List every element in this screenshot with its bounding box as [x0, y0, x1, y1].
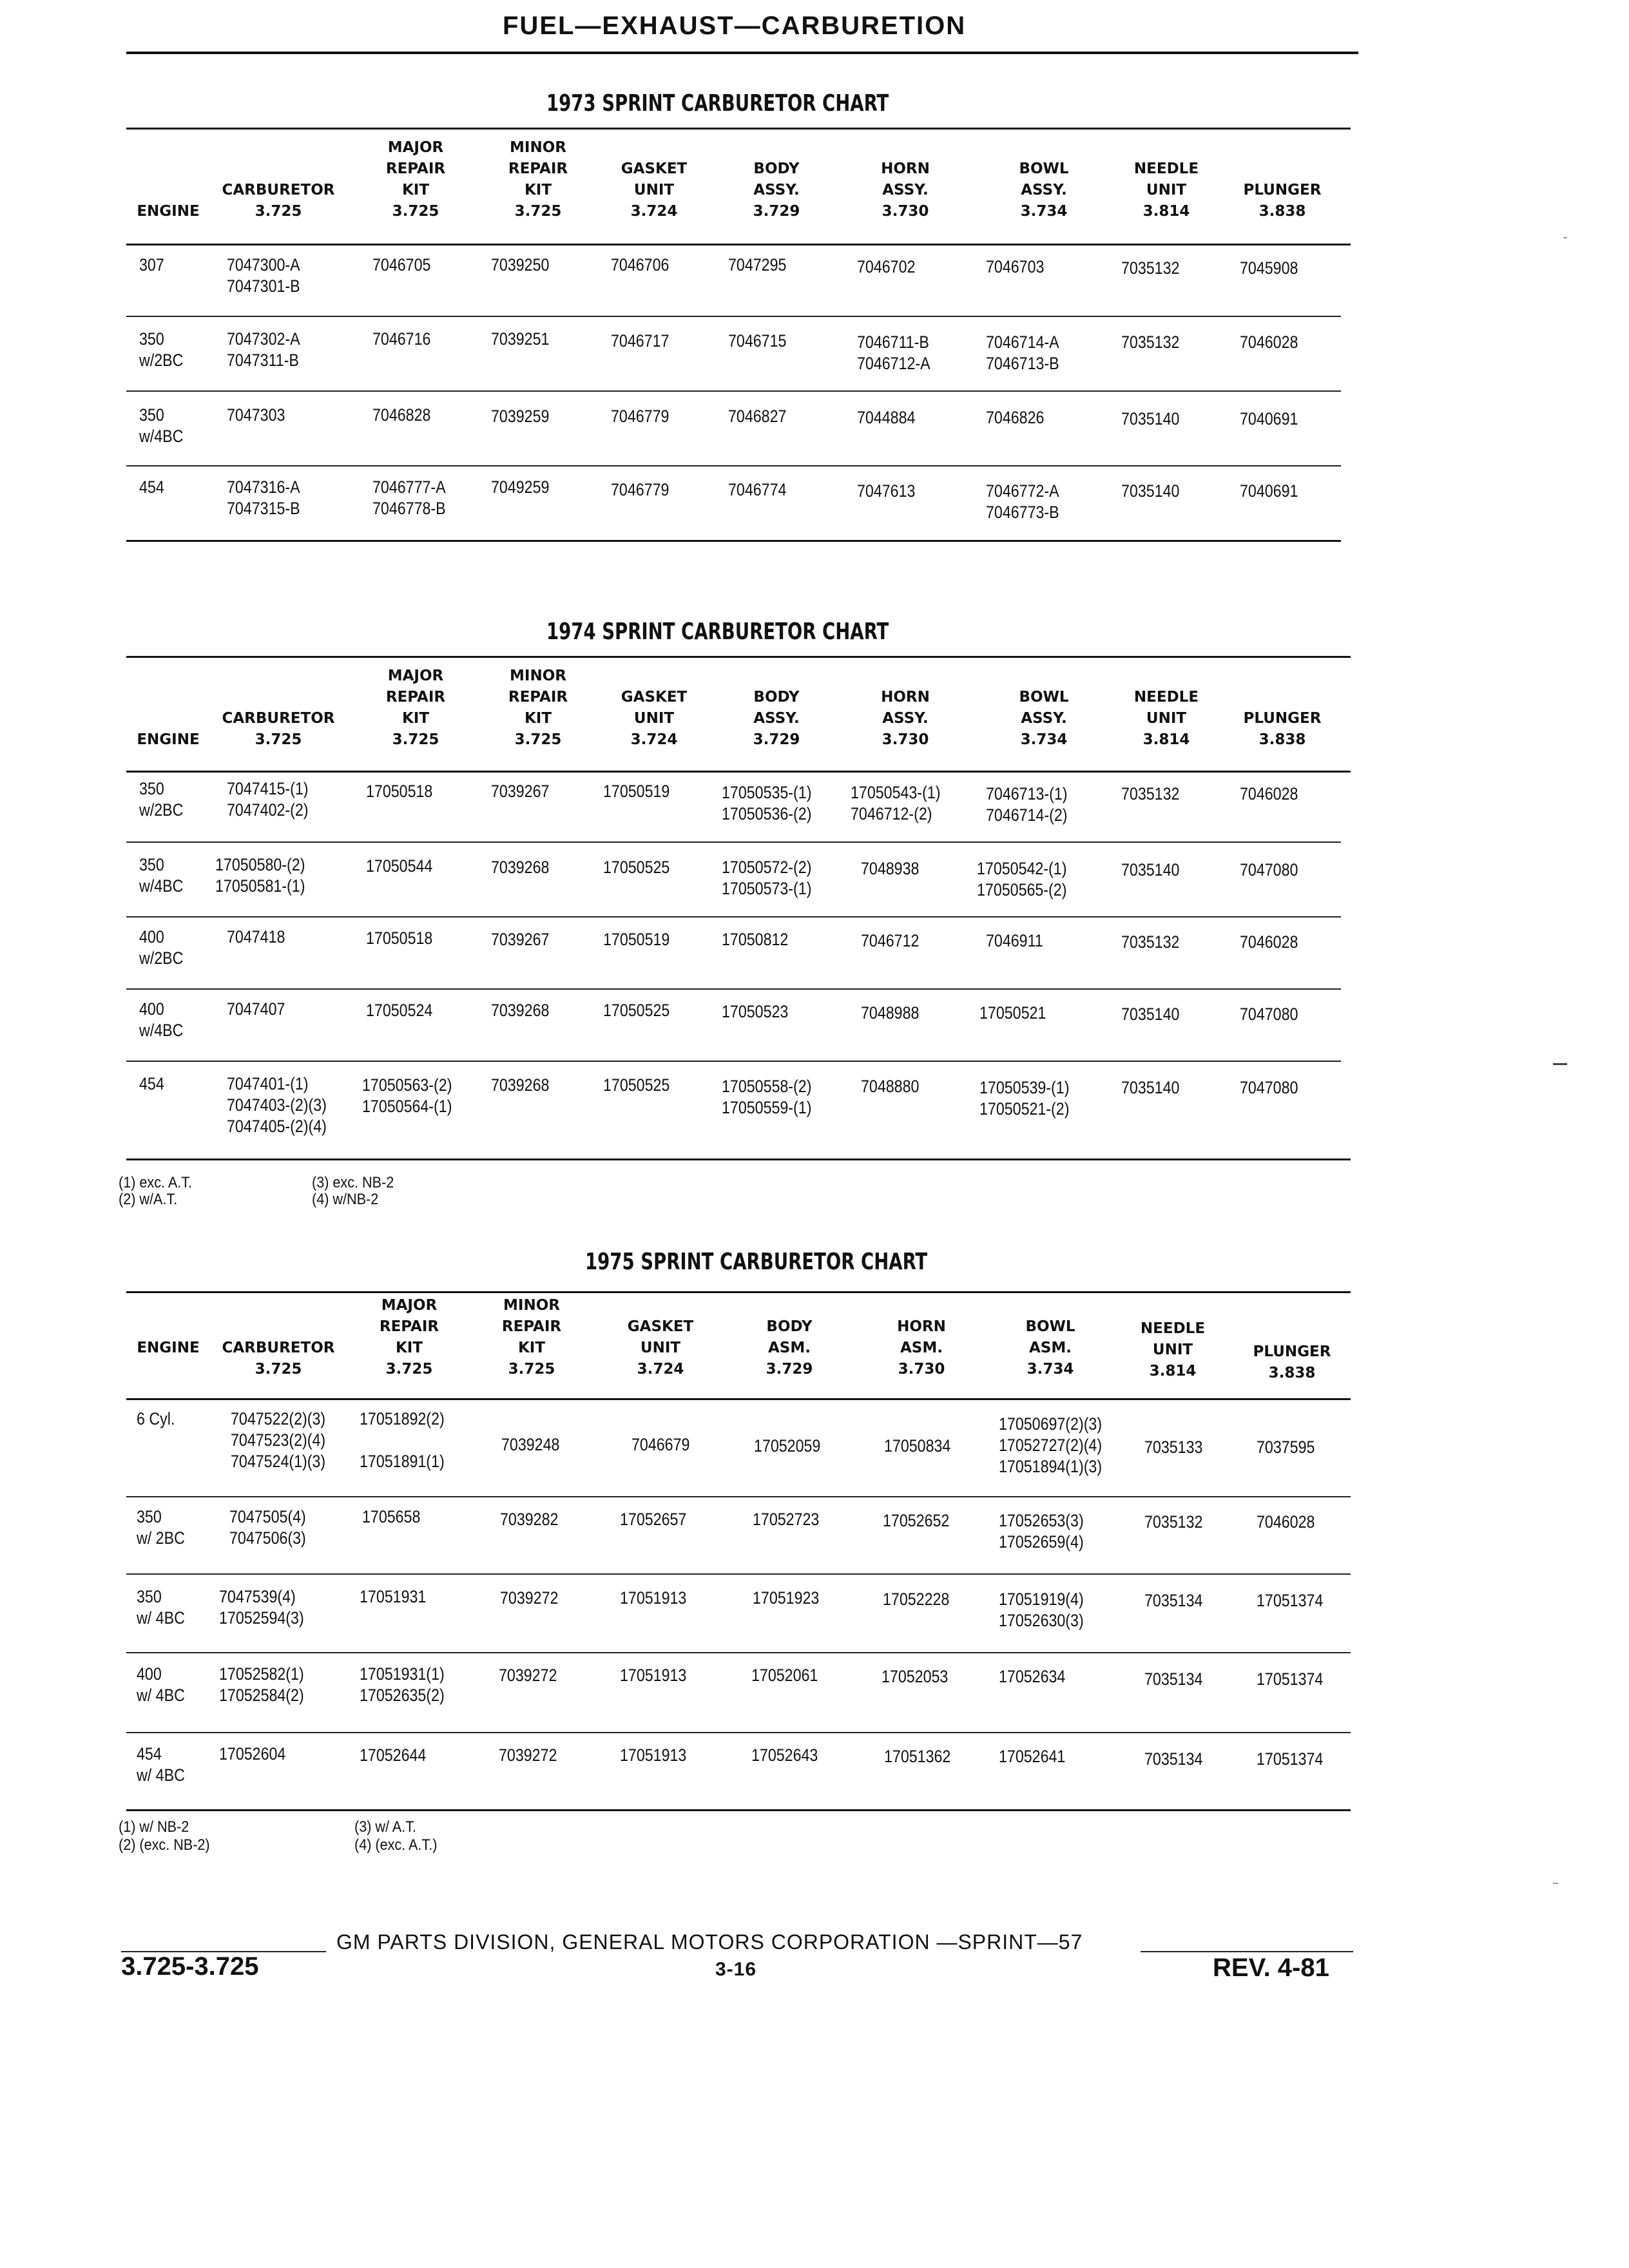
- table-cell: 350 w/4BC: [139, 405, 184, 446]
- table-cell: 17051374: [1257, 1669, 1324, 1689]
- footnote: (1) w/ NB-2: [119, 1818, 189, 1836]
- row-divider: [126, 390, 1341, 392]
- table-cell: 17050539-(1) 17050521-(2): [979, 1078, 1070, 1119]
- table-cell: 7046679: [631, 1435, 690, 1454]
- footer-rule-right: [1141, 1951, 1353, 1952]
- footnote: (2) w/A.T.: [119, 1191, 178, 1208]
- table-cell: 7045908: [1240, 258, 1298, 278]
- table-cell: 7046772-A 7046773-B: [986, 481, 1059, 522]
- footnote: (1) exc. A.T.: [119, 1174, 193, 1191]
- table-cell: 7046828: [372, 405, 431, 425]
- table-cell: 400 w/4BC: [139, 999, 184, 1040]
- row-divider: [126, 841, 1341, 843]
- table-cell: 17050519: [603, 782, 670, 801]
- table-cell: 350 w/ 2BC: [137, 1507, 185, 1548]
- table-cell: 400 w/2BC: [139, 927, 184, 968]
- table-cell: 17051931: [360, 1587, 427, 1606]
- table-cell: 454: [139, 1074, 164, 1093]
- table-cell: 7035140: [1121, 481, 1180, 501]
- table-cell: 7047613: [857, 481, 916, 501]
- table-cell: 17050525: [603, 858, 670, 877]
- chart-1975-header-rule: [126, 1398, 1351, 1400]
- chart-1975-header-gasket: GASKET UNIT 3.724: [627, 1318, 694, 1378]
- table-cell: 17052228: [883, 1590, 950, 1609]
- table-cell: 7046714-A 7046713-B: [986, 332, 1059, 373]
- table-cell: 7046715: [728, 331, 787, 351]
- chart-1974-header-rule: [126, 771, 1351, 773]
- table-cell: 7039282: [500, 1510, 559, 1529]
- table-cell: 17052653(3) 17052659(4): [999, 1511, 1084, 1552]
- table-cell: 7035140: [1121, 860, 1180, 879]
- chart-1974-header-horn: HORN ASSY. 3.730: [881, 689, 930, 748]
- table-cell: 7039259: [491, 407, 550, 426]
- row-divider: [126, 988, 1341, 990]
- chart-1974-header-carburetor: CARBURETOR 3.725: [222, 710, 335, 748]
- chart-1974-header-needle: NEEDLE UNIT 3.814: [1133, 689, 1199, 748]
- table-cell: 7046713-(1) 7046714-(2): [986, 784, 1068, 825]
- chart-1974-header-plunger: PLUNGER 3.838: [1243, 710, 1322, 748]
- chart-1974-bottom-rule: [126, 1158, 1351, 1160]
- table-cell: 17052657: [620, 1510, 687, 1529]
- table-cell: 17050697(2)(3) 17052727(2)(4) 17051894(1)(3): [999, 1414, 1103, 1476]
- table-cell: 17050525: [603, 1075, 670, 1095]
- table-cell: 7039267: [491, 930, 550, 949]
- table-cell: 350 w/2BC: [139, 779, 184, 820]
- table-cell: 7047522(2)(3) 7047523(2)(4) 7047524(1)(3): [231, 1409, 326, 1471]
- chart-1974-header-major-kit: MAJOR REPAIR KIT 3.725: [385, 668, 446, 748]
- table-cell: 7039267: [491, 782, 550, 801]
- table-cell: 17051913: [620, 1745, 687, 1765]
- table-cell: 17052061: [751, 1666, 818, 1685]
- table-cell: 17050535-(1) 17050536-(2): [722, 783, 812, 823]
- chart-1975-header-needle: NEEDLE UNIT 3.814: [1140, 1320, 1206, 1379]
- table-cell: 17051919(4) 17052630(3): [999, 1590, 1084, 1630]
- table-cell: 454: [139, 477, 164, 497]
- chart-1973-header-major-kit: MAJOR REPAIR KIT 3.725: [385, 139, 446, 220]
- page-title: FUEL—EXHAUST—CARBURETION: [503, 12, 967, 40]
- chart-1973-top-rule: [126, 128, 1351, 130]
- chart-1975-header-body: BODY ASM. 3.729: [766, 1318, 813, 1378]
- chart-1973-header-carburetor: CARBURETOR 3.725: [222, 182, 335, 220]
- table-cell: 17050834: [884, 1436, 951, 1456]
- chart-1974-top-rule: [126, 656, 1351, 658]
- table-cell: 7035134: [1144, 1669, 1203, 1689]
- table-cell: 7046777-A 7046778-B: [372, 477, 446, 518]
- chart-1974-header-gasket: GASKET UNIT 3.724: [621, 689, 688, 748]
- chart-1974-header-body: BODY ASSY. 3.729: [753, 689, 800, 748]
- chart-1973-title: 1973 SPRINT CARBURETOR CHART: [546, 90, 889, 117]
- chart-1974-header-minor-kit: MINOR REPAIR KIT 3.725: [508, 668, 568, 748]
- table-cell: 7047080: [1240, 1078, 1298, 1097]
- chart-1975-header-horn: HORN ASM. 3.730: [897, 1318, 946, 1378]
- table-cell: 17051892(2) 17051891(1): [360, 1409, 445, 1471]
- table-cell: 7035133: [1144, 1437, 1203, 1457]
- chart-1973-bottom-rule: [126, 540, 1341, 542]
- table-cell: 7039268: [491, 1001, 550, 1020]
- row-divider: [126, 916, 1341, 918]
- table-cell: 7035132: [1144, 1512, 1203, 1532]
- table-cell: 7039272: [499, 1745, 557, 1765]
- table-cell: 17050572-(2) 17050573-(1): [722, 858, 812, 898]
- table-cell: 17050523: [722, 1002, 789, 1021]
- table-cell: 7039248: [501, 1435, 560, 1454]
- scan-mark: [1563, 237, 1567, 238]
- row-divider: [126, 1496, 1351, 1497]
- chart-1975-title: 1975 SPRINT CARBURETOR CHART: [585, 1249, 928, 1275]
- table-cell: 7035132: [1121, 932, 1180, 952]
- table-cell: 17050524: [366, 1001, 433, 1020]
- table-cell: 350 w/4BC: [139, 855, 184, 896]
- table-cell: 17051374: [1257, 1749, 1324, 1769]
- footnote: (3) w/ A.T.: [354, 1818, 417, 1836]
- row-divider: [126, 1732, 1351, 1733]
- chart-1973-header-plunger: PLUNGER 3.838: [1243, 182, 1322, 220]
- chart-1973-header-horn: HORN ASSY. 3.730: [881, 160, 930, 220]
- table-cell: 7047302-A 7047311-B: [227, 329, 300, 370]
- table-cell: 17052059: [754, 1436, 821, 1456]
- table-cell: 7040691: [1240, 481, 1298, 501]
- table-cell: 7047401-(1) 7047403-(2)(3) 7047405-(2)(4): [227, 1074, 327, 1136]
- table-cell: 17050521: [979, 1003, 1046, 1023]
- table-cell: 7047080: [1240, 1004, 1298, 1024]
- table-cell: 17052053: [882, 1667, 949, 1686]
- table-cell: 7048938: [861, 859, 920, 878]
- table-cell: 7046826: [986, 408, 1045, 427]
- table-cell: 350 w/ 4BC: [137, 1587, 185, 1628]
- table-cell: 1705658: [362, 1507, 421, 1526]
- footnote: (4) (exc. A.T.): [354, 1836, 438, 1854]
- table-cell: 7047407: [227, 999, 285, 1019]
- table-cell: 17052643: [751, 1745, 818, 1765]
- table-cell: 7046827: [728, 407, 787, 426]
- table-cell: 7044884: [857, 408, 916, 427]
- table-cell: 17051931(1) 17052635(2): [360, 1664, 445, 1705]
- table-cell: 17050542-(1) 17050565-(2): [977, 859, 1067, 899]
- table-cell: 7048880: [861, 1077, 920, 1096]
- table-cell: 7035140: [1121, 1004, 1180, 1024]
- table-cell: 7049259: [491, 477, 550, 497]
- table-cell: 7046028: [1240, 932, 1298, 952]
- table-cell: 7046779: [611, 407, 670, 426]
- chart-1973-header-body: BODY ASSY. 3.729: [753, 160, 800, 220]
- table-cell: 7035140: [1121, 409, 1180, 428]
- table-cell: 7039268: [491, 1075, 550, 1095]
- row-divider: [126, 1061, 1341, 1062]
- table-cell: 17050518: [366, 782, 433, 801]
- table-cell: 7039272: [500, 1588, 559, 1608]
- table-cell: 7039251: [491, 329, 550, 349]
- table-cell: 7046717: [611, 331, 670, 351]
- scan-mark: [1553, 1063, 1567, 1065]
- table-cell: 7035132: [1121, 332, 1180, 352]
- table-cell: 7040691: [1240, 409, 1298, 428]
- table-cell: 17052723: [753, 1510, 820, 1529]
- chart-1975-header-plunger: PLUNGER 3.838: [1253, 1343, 1331, 1381]
- table-cell: 17050544: [366, 856, 433, 876]
- table-cell: 7037595: [1257, 1437, 1315, 1457]
- chart-1974-title: 1974 SPRINT CARBURETOR CHART: [546, 619, 889, 645]
- footnote: (4) w/NB-2: [312, 1191, 379, 1208]
- table-cell: 17050812: [722, 930, 789, 949]
- table-cell: 7047316-A 7047315-B: [227, 477, 300, 518]
- chart-1973-header-gasket: GASKET UNIT 3.724: [621, 160, 688, 220]
- table-cell: 7047505(4) 7047506(3): [229, 1507, 306, 1548]
- table-cell: 7046716: [372, 329, 431, 349]
- table-cell: 7035134: [1144, 1749, 1203, 1769]
- table-cell: 7048988: [861, 1003, 920, 1023]
- table-cell: 7047300-A 7047301-B: [227, 255, 300, 296]
- table-cell: 17050543-(1) 7046712-(2): [851, 783, 941, 823]
- table-cell: 7035132: [1121, 258, 1180, 278]
- chart-1975-bottom-rule: [126, 1809, 1351, 1811]
- table-cell: 17052582(1) 17052584(2): [219, 1664, 304, 1705]
- table-cell: 7046712: [861, 931, 920, 950]
- table-cell: 7046711-B 7046712-A: [857, 332, 930, 373]
- table-cell: 307: [139, 255, 164, 274]
- footer-section-range: 3.725-3.725: [121, 1952, 259, 1981]
- chart-1973-header-minor-kit: MINOR REPAIR KIT 3.725: [508, 139, 568, 220]
- table-cell: 17052604: [219, 1744, 286, 1763]
- title-rule: [126, 52, 1358, 54]
- table-cell: 350 w/2BC: [139, 329, 184, 370]
- table-cell: 7047303: [227, 405, 285, 425]
- table-cell: 7047539(4) 17052594(3): [219, 1587, 304, 1628]
- table-cell: 17050580-(2) 17050581-(1): [215, 855, 305, 896]
- chart-1973-header-engine: ENGINE: [137, 203, 200, 220]
- chart-1975-header-carburetor: CARBURETOR 3.725: [222, 1340, 335, 1378]
- footnote: (3) exc. NB-2: [312, 1174, 394, 1191]
- row-divider: [126, 1652, 1351, 1653]
- table-cell: 17050558-(2) 17050559-(1): [722, 1077, 812, 1117]
- table-cell: 7047415-(1) 7047402-(2): [227, 779, 309, 820]
- table-cell: 17050519: [603, 930, 670, 949]
- table-cell: 7039268: [491, 858, 550, 877]
- table-cell: 17051362: [884, 1747, 951, 1766]
- chart-1975-header-major-kit: MAJOR REPAIR KIT 3.725: [379, 1297, 439, 1378]
- table-cell: 17052634: [999, 1667, 1066, 1686]
- chart-1975-top-rule: [126, 1291, 1351, 1293]
- chart-1974-header-bowl: BOWL ASSY. 3.734: [1019, 689, 1069, 748]
- table-cell: 7039272: [499, 1666, 557, 1685]
- table-cell: 7035132: [1121, 784, 1180, 803]
- chart-1973-header-rule: [126, 244, 1351, 245]
- table-cell: 454 w/ 4BC: [137, 1744, 185, 1785]
- scan-mark: [1553, 1883, 1558, 1884]
- table-cell: 7047080: [1240, 860, 1298, 879]
- chart-1975-header-bowl: BOWL ASM. 3.734: [1025, 1318, 1075, 1378]
- chart-1975-header-engine: ENGINE: [137, 1340, 200, 1356]
- table-cell: 7046774: [728, 480, 787, 499]
- table-cell: 17051923: [753, 1588, 820, 1608]
- table-cell: 7047418: [227, 927, 285, 947]
- table-cell: 17052644: [360, 1745, 427, 1765]
- table-cell: 7046028: [1240, 784, 1298, 803]
- footer-page-number: 3-16: [715, 1959, 757, 1980]
- chart-1974-header-engine: ENGINE: [137, 731, 200, 748]
- table-cell: 7047295: [728, 255, 787, 274]
- table-cell: 17051374: [1257, 1591, 1324, 1610]
- table-cell: 7046028: [1240, 332, 1298, 352]
- footer-revision: REV. 4-81: [1213, 1954, 1329, 1982]
- chart-1975-header-minor-kit: MINOR REPAIR KIT 3.725: [501, 1297, 562, 1378]
- row-divider: [126, 1573, 1351, 1575]
- table-cell: 17051913: [620, 1666, 687, 1685]
- row-divider: [126, 465, 1341, 466]
- table-cell: 7046703: [986, 257, 1045, 276]
- table-cell: 7046705: [372, 255, 431, 274]
- chart-1973-header-bowl: BOWL ASSY. 3.734: [1019, 160, 1069, 220]
- table-cell: 17050563-(2) 17050564-(1): [362, 1075, 452, 1116]
- table-cell: 17050518: [366, 928, 433, 948]
- table-cell: 17052652: [883, 1511, 950, 1530]
- table-cell: 7035140: [1121, 1078, 1180, 1097]
- table-cell: 7046706: [611, 255, 670, 274]
- table-cell: 7039250: [491, 255, 550, 274]
- row-divider: [126, 316, 1341, 317]
- table-cell: 17050525: [603, 1001, 670, 1020]
- table-cell: 7035134: [1144, 1591, 1203, 1610]
- table-cell: 17052641: [999, 1747, 1066, 1766]
- table-cell: 7046028: [1257, 1512, 1315, 1532]
- table-cell: 7046702: [857, 257, 916, 276]
- table-cell: 7046779: [611, 480, 670, 499]
- chart-1973-header-needle: NEEDLE UNIT 3.814: [1133, 160, 1199, 220]
- table-cell: 17051913: [620, 1588, 687, 1608]
- table-cell: 400 w/ 4BC: [137, 1664, 185, 1705]
- table-cell: 6 Cyl.: [137, 1409, 175, 1428]
- table-cell: 7046911: [986, 931, 1043, 950]
- footer-division: GM PARTS DIVISION, GENERAL MOTORS CORPORATION —SPRINT—57: [336, 1930, 1083, 1954]
- footnote: (2) (exc. NB-2): [119, 1836, 210, 1854]
